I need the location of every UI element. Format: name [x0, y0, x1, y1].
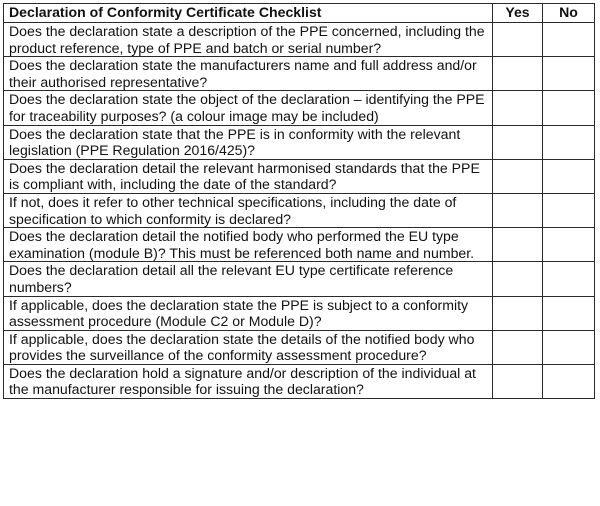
table-row	[4, 57, 595, 91]
table-row	[4, 228, 595, 262]
no-answer-cell[interactable]	[543, 330, 595, 364]
yes-answer-cell[interactable]	[493, 193, 543, 227]
table-row	[4, 296, 595, 330]
question-cell	[4, 91, 493, 125]
question-text: Does the declaration state the object of the declaration – identifying the PPE for traceability purposes? (a colour image may be included)	[9, 91, 485, 124]
question-text: Does the declaration state that the PPE is in conformity with the relevant legislation (PPE Regulation 2016/425)?	[9, 125, 461, 159]
question-cell	[4, 193, 493, 227]
yes-answer-cell[interactable]	[493, 330, 543, 364]
yes-answer-cell[interactable]	[493, 296, 543, 330]
question-text: Does the declaration detail the notified body who performed the EU type examination (module B)? This must be referenced both name and number.	[9, 228, 475, 261]
no-answer-cell[interactable]	[543, 91, 595, 125]
question-cell	[4, 125, 493, 159]
conformity-checklist-table	[3, 3, 595, 399]
no-answer-cell[interactable]	[543, 262, 595, 296]
no-answer-cell[interactable]	[543, 23, 595, 57]
table-row	[4, 23, 595, 57]
question-text: Does the declaration detail all the relevant EU type certificate reference numbers?	[9, 262, 454, 295]
yes-answer-cell[interactable]	[493, 159, 543, 193]
question-column-header: Declaration of Conformity Certificate Checklist	[4, 4, 493, 23]
question-cell	[4, 364, 493, 398]
table-row	[4, 364, 595, 398]
no-answer-cell[interactable]	[543, 125, 595, 159]
yes-answer-cell[interactable]	[493, 228, 543, 262]
no-answer-cell[interactable]	[543, 57, 595, 91]
question-text: Does the declaration state a description of the PPE concerned, including the product reference, type of PPE and batch or serial number?	[9, 23, 485, 56]
no-answer-cell[interactable]	[543, 296, 595, 330]
question-cell	[4, 330, 493, 364]
question-cell	[4, 228, 493, 262]
yes-answer-cell[interactable]	[493, 364, 543, 398]
no-answer-cell[interactable]	[543, 159, 595, 193]
question-text: Does the declaration detail the relevant harmonised standards that the PPE is compliant with, including the date of the standard?	[9, 159, 480, 193]
table-row	[4, 330, 595, 364]
table-row	[4, 125, 595, 159]
table-row	[4, 91, 595, 125]
yes-answer-cell[interactable]	[493, 91, 543, 125]
table-row	[4, 159, 595, 193]
table-row	[4, 193, 595, 227]
no-answer-cell[interactable]	[543, 193, 595, 227]
checklist-document	[3, 3, 595, 399]
yes-answer-cell[interactable]	[493, 125, 543, 159]
question-cell	[4, 57, 493, 91]
question-text: If applicable, does the declaration state the PPE is subject to a conformity assessment procedure (Module C2 or Module D)?	[9, 296, 469, 330]
question-text: Does the declaration state the manufacturers name and full address and/or their authorised representative?	[9, 57, 477, 90]
no-column-header: No	[543, 4, 595, 23]
question-cell	[4, 262, 493, 296]
question-cell	[4, 159, 493, 193]
yes-column-header: Yes	[493, 4, 543, 23]
yes-answer-cell[interactable]	[493, 23, 543, 57]
question-text: Does the declaration hold a signature and/or description of the individual at the manufacturer responsible for issuing the declaration?	[9, 364, 476, 398]
no-answer-cell[interactable]	[543, 364, 595, 398]
no-answer-cell[interactable]	[543, 228, 595, 262]
table-row	[4, 262, 595, 296]
yes-answer-cell[interactable]	[493, 262, 543, 296]
header-row	[4, 4, 595, 23]
question-cell	[4, 296, 493, 330]
question-text: If applicable, does the declaration state the details of the notified body who provides the surveillance of the conformity assessment procedure?	[9, 330, 475, 364]
yes-answer-cell[interactable]	[493, 57, 543, 91]
question-text: If not, does it refer to other technical specifications, including the date of specification to which conformity is declared?	[9, 193, 457, 227]
question-cell	[4, 23, 493, 57]
